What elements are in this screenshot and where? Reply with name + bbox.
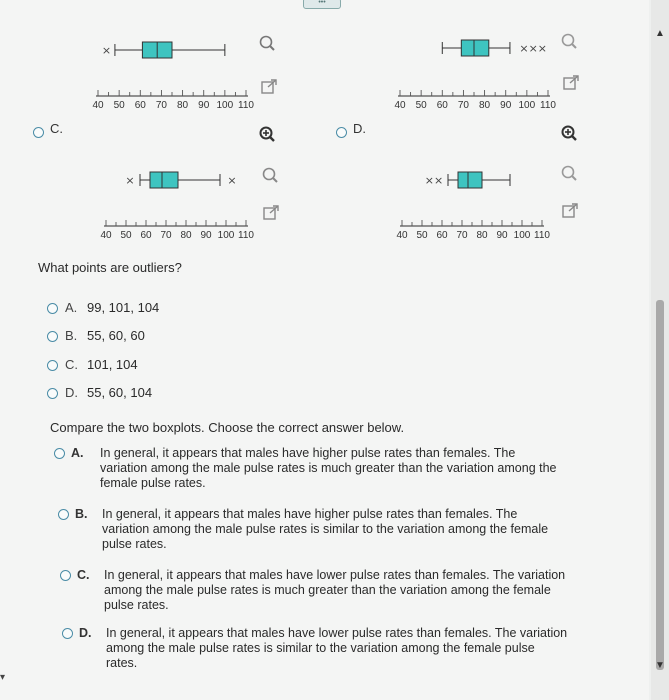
scrollbar[interactable] [651, 0, 669, 700]
expand-icon[interactable] [262, 204, 280, 222]
tick-label: 80 [177, 100, 189, 110]
tick-label: 70 [456, 230, 468, 240]
compare-option-d[interactable]: D. In general, it appears that males have lower pulse rates than females. The variation among the male pulse rates is similar to the variation among the female pulse rates. [62, 626, 642, 674]
expand-icon[interactable] [561, 202, 579, 220]
radio-button[interactable] [54, 448, 65, 459]
tick-label: 90 [500, 100, 512, 110]
tick-label: 40 [92, 100, 104, 110]
compare-prompt: Compare the two boxplots. Choose the correct answer below. [50, 420, 405, 435]
boxplot-option-c [98, 160, 258, 240]
tick-label: 50 [416, 230, 428, 240]
radio-button[interactable] [62, 628, 73, 639]
boxplot-top-left [90, 30, 260, 110]
radio-button[interactable] [47, 303, 58, 314]
tick-label: 100 [216, 100, 234, 110]
outlier-option-a[interactable]: A. 99, 101, 104 [47, 300, 159, 315]
tick-label: 110 [534, 230, 550, 240]
tick-label: 100 [513, 230, 531, 240]
box [458, 172, 482, 188]
boxplot-option-d [394, 160, 554, 240]
outlier-option-d[interactable]: D. 55, 60, 104 [47, 385, 152, 400]
outlier-mark: ×× [424, 174, 444, 187]
radio-button[interactable] [47, 331, 58, 342]
zoom-in-icon[interactable] [560, 124, 578, 142]
zoom-in-icon[interactable] [258, 125, 276, 143]
zoom-out-icon[interactable] [261, 166, 279, 184]
tick-label: 50 [113, 100, 125, 110]
option-d-label: D. [353, 121, 366, 136]
expand-icon[interactable] [260, 78, 278, 96]
tick-label: 50 [415, 100, 427, 110]
tick-label: 110 [238, 100, 254, 110]
tick-label: 70 [155, 100, 167, 110]
scrollbar-thumb[interactable] [656, 300, 664, 670]
tick-label: 80 [479, 100, 491, 110]
option-c-label: C. [50, 121, 63, 136]
boxplot-top-right [392, 30, 562, 110]
scroll-up-icon[interactable]: ▲ [655, 28, 665, 39]
radio-button[interactable] [47, 360, 58, 371]
scroll-down-small-icon: ▾ [0, 672, 6, 683]
compare-option-a[interactable]: A. In general, it appears that males have higher pulse rates than females. The variation among the male pulse rates is much greater than the variation among the female pulse rates. [54, 446, 634, 494]
tick-label: 100 [217, 230, 235, 240]
scroll-down-icon[interactable]: ▼ [655, 660, 665, 671]
zoom-out-icon[interactable] [258, 34, 276, 52]
box [461, 40, 488, 56]
outlier-mark: ××× [519, 42, 548, 55]
tick-label: 70 [457, 100, 469, 110]
tick-label: 60 [436, 100, 448, 110]
tick-label: 50 [120, 230, 132, 240]
drag-handle[interactable]: ••• [303, 0, 341, 9]
tick-label: 90 [496, 230, 508, 240]
tick-label: 40 [396, 230, 408, 240]
tick-label: 90 [198, 100, 210, 110]
radio-button[interactable] [58, 509, 69, 520]
outlier-mark: × [125, 174, 135, 187]
box [150, 172, 178, 188]
compare-option-c[interactable]: C. In general, it appears that males have lower pulse rates than females. The variation among the male pulse rates is much greater than the variation among the female pulse rates. [60, 568, 640, 616]
option-d-radio[interactable] [336, 124, 347, 142]
tick-label: 110 [238, 230, 254, 240]
zoom-out-icon[interactable] [560, 164, 578, 182]
outlier-mark: × [227, 174, 237, 187]
outlier-mark: × [101, 44, 112, 57]
outlier-option-c[interactable]: C. 101, 104 [47, 357, 138, 372]
compare-option-b[interactable]: B. In general, it appears that males have higher pulse rates than females. The variation among the male pulse rates is similar to the variation among the female pulse rates. [58, 507, 638, 555]
tick-label: 70 [160, 230, 172, 240]
tick-label: 110 [540, 100, 556, 110]
radio-button[interactable] [47, 388, 58, 399]
radio-button[interactable] [60, 570, 71, 581]
tick-label: 40 [100, 230, 112, 240]
option-c-radio[interactable] [33, 124, 44, 142]
tick-label: 80 [476, 230, 488, 240]
tick-label: 40 [394, 100, 406, 110]
zoom-out-icon[interactable] [560, 32, 578, 50]
tick-label: 90 [200, 230, 212, 240]
tick-label: 100 [518, 100, 536, 110]
outlier-question: What points are outliers? [38, 260, 182, 275]
outlier-option-b[interactable]: B. 55, 60, 60 [47, 328, 145, 343]
tick-label: 60 [134, 100, 146, 110]
tick-label: 80 [180, 230, 192, 240]
expand-icon[interactable] [562, 74, 580, 92]
tick-label: 60 [140, 230, 152, 240]
tick-label: 60 [436, 230, 448, 240]
